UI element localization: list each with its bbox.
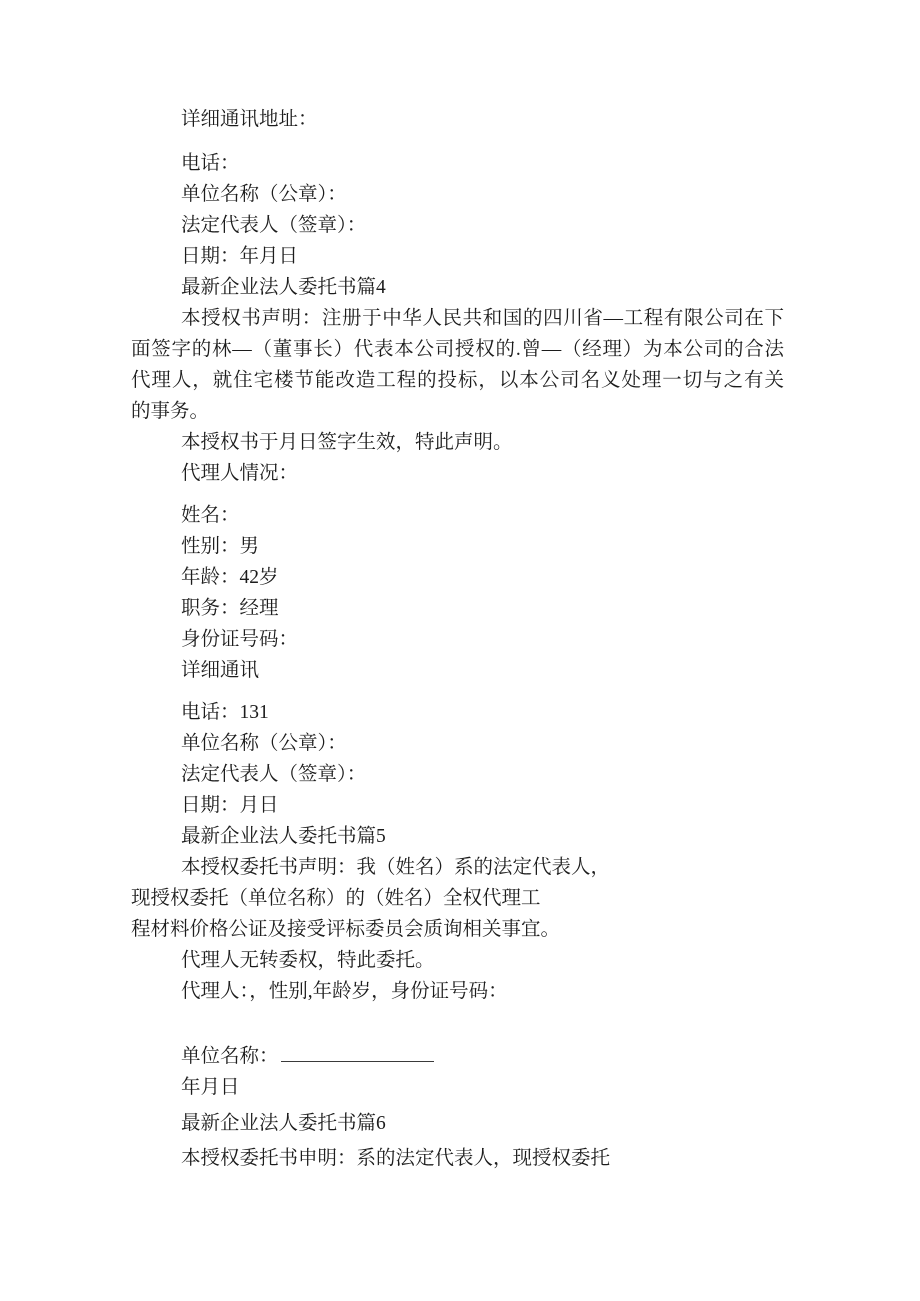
doc-line: 代理人，就住宅楼节能改造工程的投标，以本公司名义处理一切与之有关 bbox=[131, 370, 784, 391]
doc-line: 详细通讯 bbox=[181, 660, 260, 681]
doc-line: 代理人：，性别,年龄岁，身份证号码： bbox=[181, 981, 508, 1002]
doc-line: 最新企业法人委托书篇4 bbox=[181, 277, 386, 298]
doc-line: 年龄：42岁 bbox=[181, 567, 279, 588]
doc-line: 电话： bbox=[181, 153, 240, 174]
doc-line: 法定代表人（签章）： bbox=[181, 215, 367, 236]
doc-line: 最新企业法人委托书篇5 bbox=[181, 826, 386, 847]
doc-line: 本授权委托书声明：我（姓名）系的法定代表人， bbox=[181, 857, 611, 878]
doc-line: 本授权书声明：注册于中华人民共和国的四川省—工程有限公司在下 bbox=[181, 308, 784, 329]
doc-line: 电话：131 bbox=[181, 702, 269, 723]
doc-line: 详细通讯地址： bbox=[181, 109, 318, 130]
doc-line: 代理人情况： bbox=[181, 463, 299, 484]
doc-line: 日期：月日 bbox=[181, 795, 279, 816]
doc-line: 程材料价格公证及接受评标委员会质询相关事宜。 bbox=[131, 919, 561, 940]
doc-line: 代理人无转委权，特此委托。 bbox=[181, 950, 435, 971]
doc-line: 的事务。 bbox=[131, 401, 210, 422]
doc-line: 单位名称（公章）： bbox=[181, 184, 347, 205]
doc-line: 本授权委托书申明：系的法定代表人，现授权委托 bbox=[181, 1148, 611, 1169]
doc-line: 本授权书于月日签字生效，特此声明。 bbox=[181, 432, 513, 453]
doc-line: 法定代表人（签章）： bbox=[181, 764, 367, 785]
doc-line: 日期：年月日 bbox=[181, 246, 299, 267]
doc-line: 职务：经理 bbox=[181, 598, 279, 619]
blank-underline bbox=[281, 1042, 434, 1062]
doc-line: 年月日 bbox=[181, 1077, 240, 1098]
doc-line: 性别：男 bbox=[181, 536, 260, 557]
doc-line: 单位名称（公章）： bbox=[181, 733, 347, 754]
doc-line: 面签字的林—（董事长）代表本公司授权的.曾—（经理）为本公司的合法 bbox=[131, 339, 784, 360]
doc-line: 姓名： bbox=[181, 505, 240, 526]
doc-line: 身份证号码： bbox=[181, 629, 299, 650]
doc-line: 最新企业法人委托书篇6 bbox=[181, 1113, 386, 1134]
doc-line: 单位名称： bbox=[131, 1041, 784, 1072]
document-body bbox=[131, 104, 784, 1174]
doc-line: 现授权委托（单位名称）的（姓名）全权代理工 bbox=[131, 888, 541, 909]
